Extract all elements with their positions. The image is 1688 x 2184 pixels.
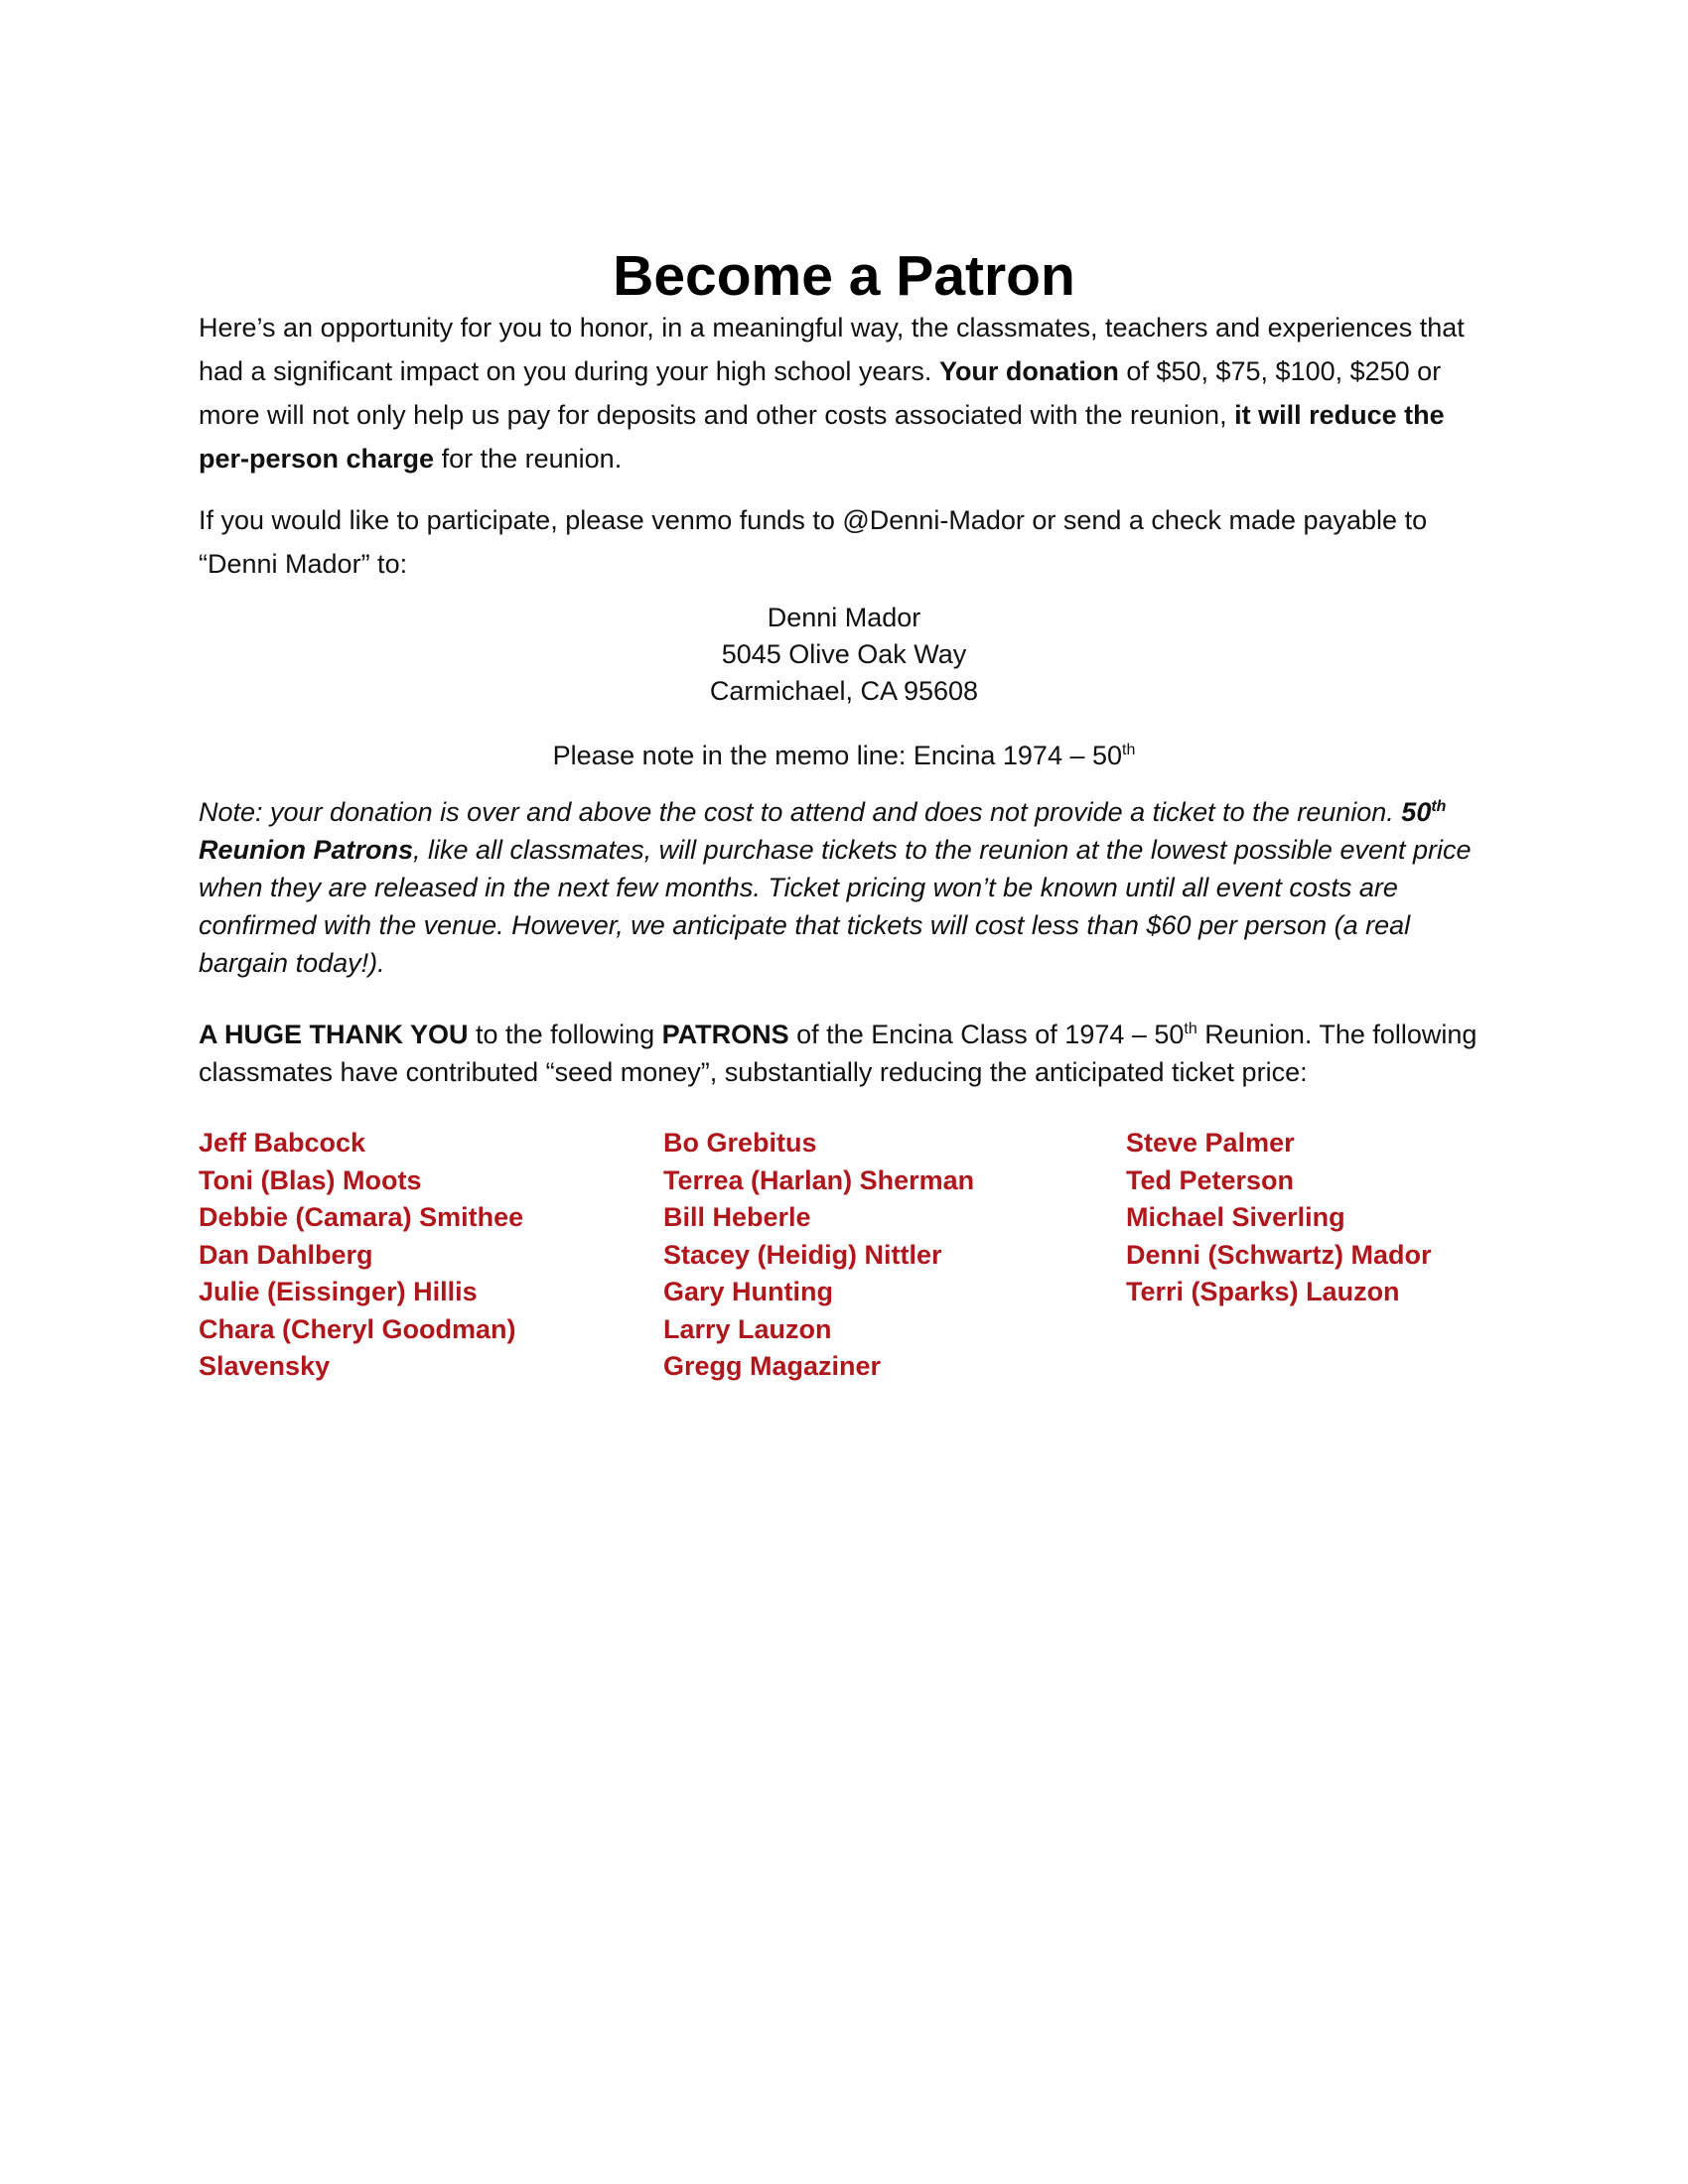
patron-name: Terri (Sparks) Lauzon bbox=[1126, 1277, 1400, 1306]
patron-column-1 bbox=[199, 1125, 663, 1386]
intro-text-3: for the reunion. bbox=[434, 444, 623, 474]
memo-superscript: th bbox=[1122, 742, 1136, 758]
patron-name: Gary Hunting bbox=[663, 1277, 834, 1306]
patron-name: Slavensky bbox=[199, 1351, 331, 1381]
thanks-bold-patrons: PATRONS bbox=[661, 1020, 789, 1049]
patron-name: Julie (Eissinger) Hillis bbox=[199, 1277, 478, 1306]
address-city: Carmichael, CA 95608 bbox=[709, 676, 979, 706]
thanks-superscript: th bbox=[1184, 1021, 1197, 1037]
patron-name: Dan Dahlberg bbox=[199, 1239, 373, 1270]
document-body bbox=[199, 306, 1489, 1386]
thanks-text-3: Reunion. The following classmates have contributed “seed money”, substantially reducing the anticipated ticket price: bbox=[199, 1020, 1477, 1087]
address-street: 5045 Olive Oak Way bbox=[721, 639, 967, 669]
intro-text-2: of $50, $75, $100, $250 or more will not only help us pay for deposits and other costs associated with the reunion, bbox=[199, 356, 1442, 430]
patron-column-3 bbox=[1126, 1125, 1489, 1386]
patron-list bbox=[199, 1125, 1489, 1386]
donation-note bbox=[199, 793, 1489, 982]
patron-name: Michael Siverling bbox=[1126, 1202, 1345, 1232]
patron-column-2 bbox=[663, 1125, 1126, 1386]
patron-name: Stacey (Heidig) Nittler bbox=[663, 1239, 942, 1270]
intro-paragraph bbox=[199, 306, 1489, 480]
intro-bold-reduce: it will reduce the per-person charge bbox=[199, 400, 1445, 474]
note-bold-text: Reunion Patrons bbox=[199, 835, 414, 865]
thanks-bold-huge: A HUGE THANK YOU bbox=[199, 1020, 469, 1049]
patron-name: Bill Heberle bbox=[663, 1202, 811, 1232]
intro-text-1: Here’s an opportunity for you to honor, in a meaningful way, the classmates, teachers and experiences that had a significant impact on you during your high school years. bbox=[199, 313, 1465, 386]
intro-bold-donation: Your donation bbox=[938, 356, 1119, 386]
thanks-text-1: to the following bbox=[468, 1020, 662, 1049]
thank-you-paragraph bbox=[199, 1016, 1489, 1091]
patron-name: Chara (Cheryl Goodman) bbox=[199, 1313, 516, 1344]
patron-name: Debbie (Camara) Smithee bbox=[199, 1202, 524, 1232]
patron-name: Denni (Schwartz) Mador bbox=[1126, 1239, 1432, 1270]
address-name: Denni Mador bbox=[767, 603, 921, 632]
participate-paragraph: If you would like to participate, please venmo funds to @Denni-Mador or send a check made payable to “Denni Mador” to: bbox=[199, 505, 1428, 579]
memo-text: Please note in the memo line: Encina 1974 – 50 bbox=[552, 741, 1123, 770]
note-bold-superscript: th bbox=[1431, 798, 1447, 815]
memo-line-note bbox=[199, 734, 1489, 777]
mailing-address bbox=[199, 600, 1489, 710]
note-text-2: , like all classmates, will purchase tickets to the reunion at the lowest possible event price when they are released in the next few months. Ticket pricing won’t be known until all event costs are confirmed with the venue. However, we anticipate that tickets will cost less than $60 per person (a real bargain today!). bbox=[199, 835, 1472, 978]
patron-name: Larry Lauzon bbox=[663, 1313, 832, 1344]
patron-name: Toni (Blas) Moots bbox=[199, 1164, 422, 1195]
patron-name: Steve Palmer bbox=[1126, 1128, 1295, 1158]
patron-name: Terrea (Harlan) Sherman bbox=[663, 1164, 975, 1195]
patron-name: Ted Peterson bbox=[1126, 1164, 1295, 1195]
patron-name: Jeff Babcock bbox=[199, 1128, 366, 1158]
note-text-1: Note: your donation is over and above the cost to attend and does not provide a ticket to the reunion. bbox=[199, 797, 1402, 827]
note-bold-number: 50 bbox=[1401, 797, 1432, 827]
patron-name: Gregg Magaziner bbox=[663, 1351, 882, 1381]
page-title: Become a Patron bbox=[613, 244, 1075, 309]
patron-name: Bo Grebitus bbox=[663, 1128, 817, 1158]
thanks-text-2: of the Encina Class of 1974 – 50 bbox=[788, 1020, 1185, 1049]
